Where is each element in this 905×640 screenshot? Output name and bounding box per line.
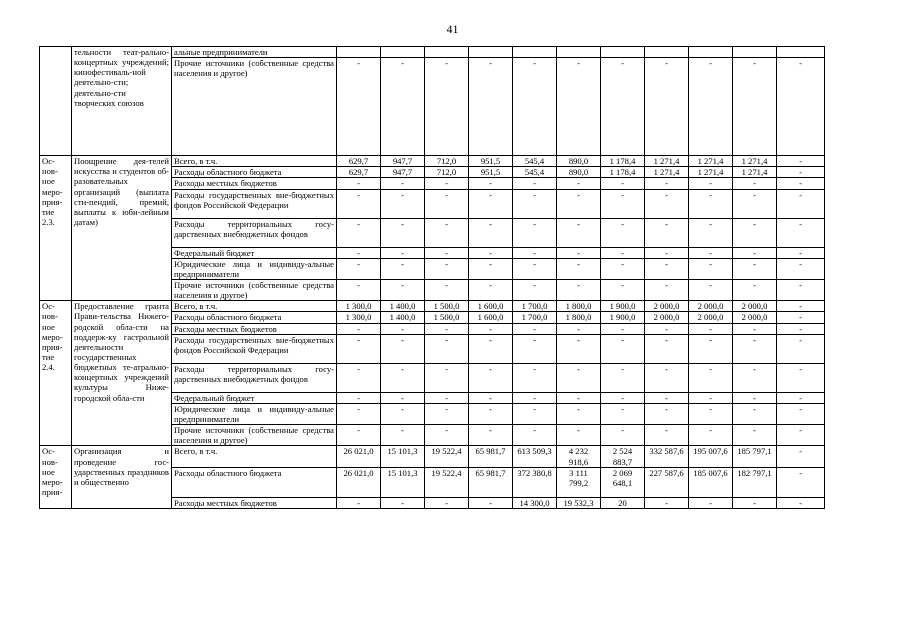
value-cell xyxy=(513,47,557,58)
value-cell: 332 587,6 xyxy=(645,446,689,467)
value-cell: - xyxy=(733,247,777,258)
value-cell: - xyxy=(601,323,645,334)
value-cell: - xyxy=(689,247,733,258)
value-cell: 1 400,0 xyxy=(381,301,425,312)
value-cell: - xyxy=(425,247,469,258)
value-cell: - xyxy=(689,497,733,508)
budget-table xyxy=(39,46,825,509)
value-cell: - xyxy=(689,218,733,247)
value-cell: - xyxy=(337,403,381,424)
value-cell: - xyxy=(777,323,825,334)
activity-code-cell xyxy=(40,47,72,156)
value-cell: 19 522,4 xyxy=(425,446,469,467)
value-cell: - xyxy=(381,247,425,258)
value-cell: 372 380,8 xyxy=(513,467,557,497)
activity-name-cell: Организация и проведение гос-ударственных праздников и общественно xyxy=(72,446,172,508)
value-cell: - xyxy=(513,279,557,300)
value-cell: - xyxy=(733,497,777,508)
value-cell: - xyxy=(557,189,601,218)
value-cell: - xyxy=(425,334,469,363)
value-cell: - xyxy=(733,189,777,218)
value-cell: - xyxy=(425,58,469,156)
value-cell: - xyxy=(337,178,381,189)
value-cell: - xyxy=(513,323,557,334)
funding-source-cell: Расходы областного бюджета xyxy=(172,312,337,323)
value-cell: 1 271,4 xyxy=(733,167,777,178)
activity-name-cell: Поощрение дея-телей искусства и студентов об-разовательных организаций (выплата сти-пендий, премий, выплаты к юби-лейным датам) xyxy=(72,156,172,301)
funding-source-cell: Всего, в т.ч. xyxy=(172,446,337,467)
value-cell: - xyxy=(777,258,825,279)
value-cell: - xyxy=(513,403,557,424)
value-cell: 3 111 799,2 xyxy=(557,467,601,497)
value-cell: - xyxy=(645,323,689,334)
value-cell: 545,4 xyxy=(513,167,557,178)
value-cell: - xyxy=(469,189,513,218)
value-cell: - xyxy=(689,392,733,403)
value-cell: 2 000,0 xyxy=(645,312,689,323)
value-cell: 2 524 883,7 xyxy=(601,446,645,467)
value-cell: - xyxy=(425,392,469,403)
funding-source-cell: Федеральный бюджет xyxy=(172,247,337,258)
funding-source-cell: Всего, в т.ч. xyxy=(172,301,337,312)
value-cell: - xyxy=(337,363,381,392)
value-cell: - xyxy=(733,334,777,363)
value-cell: - xyxy=(733,58,777,156)
value-cell: - xyxy=(337,392,381,403)
value-cell: 26 021,0 xyxy=(337,467,381,497)
value-cell: - xyxy=(469,258,513,279)
value-cell: 2 000,0 xyxy=(733,301,777,312)
value-cell: - xyxy=(601,58,645,156)
value-cell xyxy=(381,47,425,58)
value-cell: 712,0 xyxy=(425,167,469,178)
value-cell: - xyxy=(381,323,425,334)
value-cell: - xyxy=(337,218,381,247)
value-cell: - xyxy=(337,279,381,300)
value-cell: - xyxy=(689,334,733,363)
funding-source-cell: Юридические лица и индивиду-альные предприниматели xyxy=(172,258,337,279)
value-cell: - xyxy=(469,497,513,508)
value-cell: - xyxy=(777,497,825,508)
value-cell xyxy=(337,47,381,58)
table-row xyxy=(40,301,825,312)
value-cell xyxy=(777,47,825,58)
value-cell: - xyxy=(557,58,601,156)
value-cell: - xyxy=(777,301,825,312)
value-cell: - xyxy=(601,403,645,424)
value-cell: - xyxy=(469,425,513,446)
value-cell: - xyxy=(601,392,645,403)
value-cell: - xyxy=(777,167,825,178)
value-cell: - xyxy=(425,403,469,424)
activity-name-cell: Предоставление гранта Прави-тельства Нижего-родской обла-сти на поддерж-ку гастрольной деятельности государственных бюджетных те-атрально-концертных учреждений культуры Ниже-городской обла-сти xyxy=(72,301,172,446)
value-cell: - xyxy=(557,323,601,334)
value-cell: - xyxy=(689,323,733,334)
value-cell: - xyxy=(425,218,469,247)
value-cell xyxy=(469,47,513,58)
value-cell: - xyxy=(513,258,557,279)
value-cell: 19 532,3 xyxy=(557,497,601,508)
value-cell: 1 271,4 xyxy=(645,156,689,167)
value-cell: - xyxy=(733,403,777,424)
value-cell: - xyxy=(689,258,733,279)
value-cell: - xyxy=(469,218,513,247)
value-cell: - xyxy=(645,403,689,424)
value-cell: - xyxy=(689,178,733,189)
value-cell: 1 800,0 xyxy=(557,301,601,312)
funding-source-cell: Расходы территориальных госу-дарственных внебюджетных фондов xyxy=(172,363,337,392)
value-cell xyxy=(689,47,733,58)
value-cell: - xyxy=(425,363,469,392)
value-cell: - xyxy=(557,247,601,258)
value-cell: 2 000,0 xyxy=(689,312,733,323)
value-cell: - xyxy=(469,279,513,300)
value-cell: - xyxy=(337,58,381,156)
value-cell: - xyxy=(513,363,557,392)
value-cell: - xyxy=(733,363,777,392)
value-cell: - xyxy=(469,392,513,403)
value-cell: - xyxy=(337,258,381,279)
value-cell: - xyxy=(689,189,733,218)
funding-source-cell: Федеральный бюджет xyxy=(172,392,337,403)
value-cell: - xyxy=(557,178,601,189)
value-cell: - xyxy=(601,189,645,218)
value-cell: - xyxy=(777,403,825,424)
value-cell xyxy=(601,47,645,58)
value-cell: - xyxy=(689,425,733,446)
value-cell: - xyxy=(425,323,469,334)
funding-source-cell: альные предприниматели xyxy=(172,47,337,58)
value-cell: 19 522,4 xyxy=(425,467,469,497)
value-cell: - xyxy=(733,218,777,247)
value-cell: 890,0 xyxy=(557,156,601,167)
value-cell: 185 007,6 xyxy=(689,467,733,497)
value-cell: - xyxy=(469,334,513,363)
value-cell: - xyxy=(601,178,645,189)
value-cell: - xyxy=(381,279,425,300)
value-cell xyxy=(557,47,601,58)
value-cell: - xyxy=(513,334,557,363)
value-cell: 1 700,0 xyxy=(513,301,557,312)
value-cell: - xyxy=(733,323,777,334)
value-cell: - xyxy=(557,218,601,247)
value-cell: - xyxy=(601,425,645,446)
value-cell: - xyxy=(425,425,469,446)
value-cell: 14 300,0 xyxy=(513,497,557,508)
value-cell: - xyxy=(645,58,689,156)
funding-source-cell: Расходы местных бюджетов xyxy=(172,178,337,189)
value-cell: - xyxy=(689,58,733,156)
value-cell: - xyxy=(777,446,825,467)
value-cell: - xyxy=(425,497,469,508)
activity-code-cell: Ос-нов-ное меро-прия- xyxy=(40,446,72,508)
activity-code-cell: Ос-нов-ное меро-прия-тие 2.3. xyxy=(40,156,72,301)
value-cell: - xyxy=(557,258,601,279)
value-cell: 1 300,0 xyxy=(337,301,381,312)
value-cell: 182 797,1 xyxy=(733,467,777,497)
value-cell: 1 271,4 xyxy=(689,167,733,178)
value-cell: - xyxy=(777,279,825,300)
value-cell: - xyxy=(645,425,689,446)
value-cell: 890,0 xyxy=(557,167,601,178)
value-cell: 2 000,0 xyxy=(645,301,689,312)
value-cell: 1 178,4 xyxy=(601,156,645,167)
value-cell: - xyxy=(513,247,557,258)
value-cell: 712,0 xyxy=(425,156,469,167)
value-cell: 1 400,0 xyxy=(381,312,425,323)
value-cell: - xyxy=(733,425,777,446)
value-cell: - xyxy=(777,156,825,167)
value-cell: 26 021,0 xyxy=(337,446,381,467)
value-cell: - xyxy=(689,403,733,424)
value-cell: - xyxy=(381,178,425,189)
value-cell: 613 509,3 xyxy=(513,446,557,467)
funding-source-cell: Прочие источники (собственные средства населения и другое) xyxy=(172,279,337,300)
value-cell: 951,5 xyxy=(469,167,513,178)
value-cell: 2 000,0 xyxy=(733,312,777,323)
value-cell: - xyxy=(469,178,513,189)
value-cell: 1 700,0 xyxy=(513,312,557,323)
value-cell: - xyxy=(777,312,825,323)
funding-source-cell: Расходы областного бюджета xyxy=(172,167,337,178)
value-cell: 1 800,0 xyxy=(557,312,601,323)
value-cell: - xyxy=(381,403,425,424)
value-cell: - xyxy=(733,392,777,403)
value-cell: - xyxy=(425,258,469,279)
value-cell: - xyxy=(469,247,513,258)
value-cell: - xyxy=(557,392,601,403)
value-cell: - xyxy=(469,323,513,334)
value-cell: 1 271,4 xyxy=(733,156,777,167)
value-cell: - xyxy=(777,218,825,247)
value-cell: - xyxy=(777,247,825,258)
value-cell: - xyxy=(337,189,381,218)
value-cell: 185 797,1 xyxy=(733,446,777,467)
value-cell: - xyxy=(777,392,825,403)
value-cell: - xyxy=(425,279,469,300)
value-cell: - xyxy=(645,497,689,508)
value-cell: - xyxy=(645,363,689,392)
value-cell: 1 500,0 xyxy=(425,301,469,312)
value-cell: 15 101,3 xyxy=(381,467,425,497)
value-cell: 195 007,6 xyxy=(689,446,733,467)
value-cell: - xyxy=(601,258,645,279)
value-cell: 1 900,0 xyxy=(601,301,645,312)
value-cell: 951,5 xyxy=(469,156,513,167)
value-cell: - xyxy=(733,178,777,189)
value-cell: - xyxy=(645,279,689,300)
value-cell: - xyxy=(337,247,381,258)
value-cell: - xyxy=(381,363,425,392)
value-cell: - xyxy=(601,363,645,392)
value-cell: - xyxy=(777,58,825,156)
value-cell: - xyxy=(469,363,513,392)
value-cell: - xyxy=(557,334,601,363)
funding-source-cell: Расходы местных бюджетов xyxy=(172,323,337,334)
funding-source-cell: Расходы местных бюджетов xyxy=(172,497,337,508)
value-cell: 227 587,6 xyxy=(645,467,689,497)
value-cell: - xyxy=(337,425,381,446)
value-cell: 1 300,0 xyxy=(337,312,381,323)
table-row xyxy=(40,156,825,167)
activity-code-cell: Ос-нов-ное меро-прия-тие 2.4. xyxy=(40,301,72,446)
value-cell: 545,4 xyxy=(513,156,557,167)
value-cell: 1 500,0 xyxy=(425,312,469,323)
value-cell: - xyxy=(513,189,557,218)
value-cell: - xyxy=(733,279,777,300)
value-cell: - xyxy=(601,247,645,258)
value-cell: - xyxy=(777,334,825,363)
value-cell xyxy=(645,47,689,58)
funding-source-cell: Расходы государственных вне-бюджетных фондов Российской Федерации xyxy=(172,189,337,218)
funding-source-cell: Прочие источники (собственные средства населения и другое) xyxy=(172,425,337,446)
value-cell: 1 600,0 xyxy=(469,301,513,312)
value-cell: - xyxy=(381,218,425,247)
value-cell: - xyxy=(381,392,425,403)
value-cell: - xyxy=(381,334,425,363)
value-cell: - xyxy=(689,279,733,300)
value-cell: - xyxy=(601,334,645,363)
value-cell: - xyxy=(513,178,557,189)
value-cell: - xyxy=(645,178,689,189)
funding-source-cell: Всего, в т.ч. xyxy=(172,156,337,167)
value-cell: - xyxy=(645,334,689,363)
funding-source-cell: Юридические лица и индивиду-альные предприниматели xyxy=(172,403,337,424)
value-cell: 1 900,0 xyxy=(601,312,645,323)
value-cell: 4 232 918,6 xyxy=(557,446,601,467)
value-cell: - xyxy=(337,323,381,334)
value-cell: - xyxy=(513,218,557,247)
funding-source-cell: Прочие источники (собственные средства населения и другое) xyxy=(172,58,337,156)
value-cell: 947,7 xyxy=(381,167,425,178)
value-cell: - xyxy=(777,425,825,446)
value-cell: - xyxy=(469,58,513,156)
value-cell xyxy=(733,47,777,58)
value-cell: 629,7 xyxy=(337,167,381,178)
value-cell: - xyxy=(733,258,777,279)
funding-source-cell: Расходы территориальных госу-дарственных внебюджетных фондов xyxy=(172,218,337,247)
value-cell: 65 981,7 xyxy=(469,446,513,467)
value-cell: - xyxy=(513,58,557,156)
value-cell: 2 069 648,1 xyxy=(601,467,645,497)
value-cell: 1 271,4 xyxy=(645,167,689,178)
value-cell: - xyxy=(469,403,513,424)
funding-source-cell: Расходы государственных вне-бюджетных фондов Российской Федерации xyxy=(172,334,337,363)
value-cell: 1 600,0 xyxy=(469,312,513,323)
value-cell: - xyxy=(645,247,689,258)
value-cell: - xyxy=(557,403,601,424)
value-cell: - xyxy=(601,218,645,247)
value-cell: 2 000,0 xyxy=(689,301,733,312)
value-cell: - xyxy=(557,279,601,300)
value-cell: - xyxy=(645,392,689,403)
value-cell: - xyxy=(381,425,425,446)
value-cell: - xyxy=(777,189,825,218)
value-cell: - xyxy=(513,425,557,446)
funding-source-cell: Расходы областного бюджета xyxy=(172,467,337,497)
value-cell: 947,7 xyxy=(381,156,425,167)
value-cell: - xyxy=(425,189,469,218)
value-cell: - xyxy=(381,258,425,279)
value-cell: 629,7 xyxy=(337,156,381,167)
value-cell: - xyxy=(381,58,425,156)
value-cell: - xyxy=(645,258,689,279)
value-cell xyxy=(425,47,469,58)
value-cell: 20 xyxy=(601,497,645,508)
value-cell: - xyxy=(689,363,733,392)
activity-name-cell: тельности теат-рально-концертных учреждений; кинофестиваль-ной деятельно-сти; деятельно-сти творческих союзов xyxy=(72,47,172,156)
table-row xyxy=(40,446,825,467)
value-cell: 15 101,3 xyxy=(381,446,425,467)
value-cell: - xyxy=(777,467,825,497)
page-number: 41 xyxy=(446,22,459,36)
value-cell: - xyxy=(337,497,381,508)
value-cell: - xyxy=(381,497,425,508)
value-cell: - xyxy=(777,363,825,392)
value-cell: - xyxy=(645,218,689,247)
value-cell: - xyxy=(557,363,601,392)
value-cell: 65 981,7 xyxy=(469,467,513,497)
value-cell: - xyxy=(645,189,689,218)
value-cell: 1 178,4 xyxy=(601,167,645,178)
value-cell: 1 271,4 xyxy=(689,156,733,167)
value-cell: - xyxy=(513,392,557,403)
value-cell: - xyxy=(601,279,645,300)
value-cell: - xyxy=(381,189,425,218)
value-cell: - xyxy=(425,178,469,189)
value-cell: - xyxy=(777,178,825,189)
value-cell: - xyxy=(557,425,601,446)
value-cell: - xyxy=(337,334,381,363)
table-row xyxy=(40,47,825,58)
